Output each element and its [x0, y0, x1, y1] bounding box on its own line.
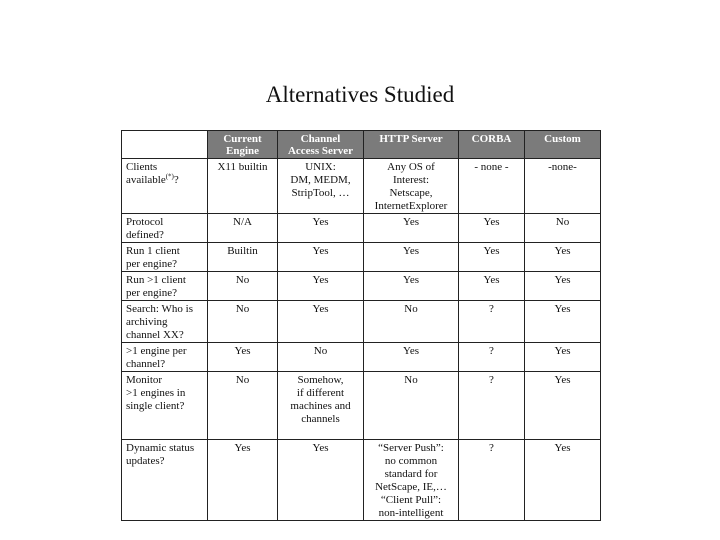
header-corner	[122, 131, 208, 159]
header-http-server: HTTP Server	[364, 131, 459, 159]
header-channel-access-server: Channel Access Server	[278, 131, 364, 159]
cell-current-engine: N/A	[208, 214, 278, 243]
row-label: Monitor >1 engines in single client?	[122, 372, 208, 440]
table-row	[122, 372, 601, 440]
row-label: Protocol defined?	[122, 214, 208, 243]
cell-custom: Yes	[525, 440, 601, 521]
table-header-row	[122, 131, 601, 159]
table-row	[122, 272, 601, 301]
cell-http-server: Yes	[364, 272, 459, 301]
cell-http-server: Yes	[364, 243, 459, 272]
row-label: Clients available(*)?	[122, 159, 208, 214]
cell-http-server: Any OS of Interest: Netscape, InternetExplorer	[364, 159, 459, 214]
table-row	[122, 159, 601, 214]
row-label: >1 engine per channel?	[122, 343, 208, 372]
cell-channel-access: Somehow, if different machines and channels	[278, 372, 364, 440]
cell-custom: Yes	[525, 243, 601, 272]
cell-channel-access: Yes	[278, 214, 364, 243]
cell-custom: Yes	[525, 372, 601, 440]
cell-current-engine: No	[208, 301, 278, 343]
cell-corba: ?	[459, 440, 525, 521]
table-row	[122, 343, 601, 372]
cell-corba: Yes	[459, 214, 525, 243]
cell-current-engine: No	[208, 272, 278, 301]
header-current-engine: Current Engine	[208, 131, 278, 159]
row-label: Run >1 client per engine?	[122, 272, 208, 301]
row-label: Run 1 client per engine?	[122, 243, 208, 272]
cell-http-server: “Server Push”: no common standard for NetScape, IE,… “Client Pull”: non-intelligent	[364, 440, 459, 521]
table-row	[122, 214, 601, 243]
alternatives-table	[121, 130, 601, 521]
cell-current-engine: Yes	[208, 440, 278, 521]
cell-custom: Yes	[525, 301, 601, 343]
cell-custom: -none-	[525, 159, 601, 214]
cell-channel-access: Yes	[278, 243, 364, 272]
cell-current-engine: Builtin	[208, 243, 278, 272]
header-corba: CORBA	[459, 131, 525, 159]
cell-corba: - none -	[459, 159, 525, 214]
cell-http-server: No	[364, 301, 459, 343]
cell-corba: ?	[459, 372, 525, 440]
table-row	[122, 243, 601, 272]
cell-custom: Yes	[525, 272, 601, 301]
cell-current-engine: X11 builtin	[208, 159, 278, 214]
slide-title: Alternatives Studied	[265, 82, 455, 107]
cell-custom: Yes	[525, 343, 601, 372]
cell-corba: Yes	[459, 243, 525, 272]
cell-http-server: Yes	[364, 343, 459, 372]
cell-http-server: Yes	[364, 214, 459, 243]
cell-channel-access: Yes	[278, 301, 364, 343]
cell-channel-access: Yes	[278, 272, 364, 301]
row-label: Search: Who is archiving channel XX?	[122, 301, 208, 343]
cell-corba: ?	[459, 343, 525, 372]
cell-channel-access: UNIX: DM, MEDM, StripTool, …	[278, 159, 364, 214]
cell-corba: Yes	[459, 272, 525, 301]
cell-custom: No	[525, 214, 601, 243]
cell-channel-access: Yes	[278, 440, 364, 521]
cell-corba: ?	[459, 301, 525, 343]
table-row	[122, 301, 601, 343]
cell-http-server: No	[364, 372, 459, 440]
cell-channel-access: No	[278, 343, 364, 372]
row-label: Dynamic status updates?	[122, 440, 208, 521]
table-row	[122, 440, 601, 521]
header-custom: Custom	[525, 131, 601, 159]
cell-current-engine: No	[208, 372, 278, 440]
cell-current-engine: Yes	[208, 343, 278, 372]
